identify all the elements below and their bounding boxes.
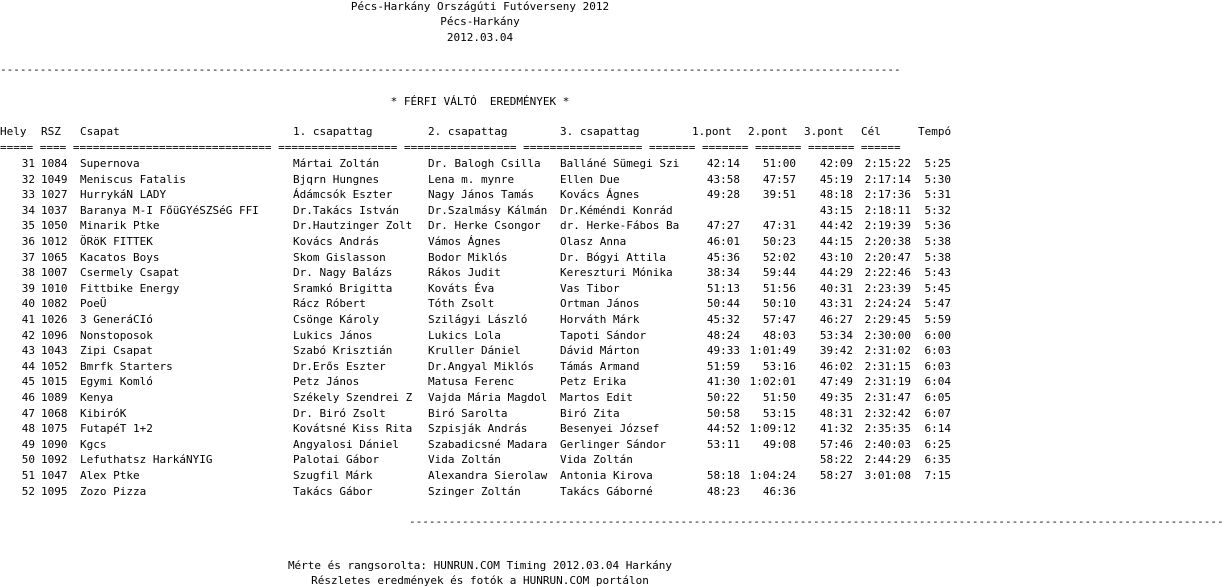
cell-pont-3: 47:49 (819, 375, 853, 388)
table-row (0, 157, 960, 170)
cell-csapattag-2: Rákos Judit (428, 266, 501, 279)
col-header-pont-3: 3.pont (804, 125, 844, 138)
cell-cel: 2:23:39 (864, 282, 911, 295)
cell-hely: 44 (21, 360, 35, 373)
cell-rsz: 1075 (41, 422, 68, 435)
table-row (0, 219, 960, 232)
cell-pont-1: 50:22 (706, 391, 740, 404)
cell-hely: 49 (21, 438, 35, 451)
cell-cel: 2:17:14 (864, 173, 911, 186)
cell-pont-2: 51:00 (762, 157, 796, 170)
cell-pont-2: 57:47 (762, 313, 796, 326)
cell-csapat: Kgcs (80, 438, 107, 451)
cell-rsz: 1047 (41, 469, 68, 482)
col-header-tempo: Tempó (918, 125, 952, 138)
cell-csapattag-3: Tapoti Sándor (560, 329, 647, 342)
cell-csapattag-1: Dr.Takács István (293, 204, 399, 217)
cell-pont-2: 51:56 (762, 282, 796, 295)
col-header-pont-2: 2.pont (748, 125, 788, 138)
cell-csapattag-3: dr. Herke-Fábos Ba (560, 219, 680, 232)
cell-pont-1: 51:13 (706, 282, 740, 295)
cell-csapattag-2: Nagy János Tamás (428, 188, 534, 201)
cell-pont-1: 45:32 (706, 313, 740, 326)
table-row (0, 391, 960, 404)
cell-pont-3: 39:42 (819, 344, 853, 357)
table-row (0, 407, 960, 420)
cell-tempo: 6:35 (924, 453, 951, 466)
cell-csapattag-2: Alexandra Sierolaw (428, 469, 548, 482)
col-header-rsz: RSZ (41, 125, 61, 138)
cell-csapat: Bmrfk Starters (80, 360, 173, 373)
cell-csapattag-1: Dr. Nagy Balázs (293, 266, 393, 279)
cell-csapattag-2: Tóth Zsolt (428, 297, 495, 310)
cell-pont-2: 1:02:01 (749, 375, 796, 388)
cell-csapattag-1: Angyalosi Dániel (293, 438, 399, 451)
cell-csapattag-1: Lukics János (293, 329, 373, 342)
cell-cel: 2:40:03 (864, 438, 911, 451)
cell-pont-1: 46:01 (706, 235, 740, 248)
cell-rsz: 1043 (41, 344, 68, 357)
cell-csapattag-2: Vámos Ágnes (428, 235, 501, 248)
cell-csapattag-1: Kovátsné Kiss Rita (293, 422, 413, 435)
top-separator: ---------------------------------------------------------------------------------------------------------------------------------------- (0, 63, 901, 76)
cell-pont-1: 58:18 (706, 469, 740, 482)
cell-csapattag-3: Balláné Sümegi Szi (560, 157, 680, 170)
cell-tempo: 5:38 (924, 235, 951, 248)
cell-pont-2: 53:16 (762, 360, 796, 373)
cell-csapattag-2: Lena m. mynre (428, 173, 515, 186)
table-row (0, 438, 960, 451)
cell-hely: 40 (21, 297, 35, 310)
cell-csapat: Meniscus Fatalis (80, 173, 186, 186)
event-route: Pécs-Harkány (440, 15, 520, 28)
col-header-csapattag-2: 2. csapattag (428, 125, 508, 138)
cell-csapattag-1: Skom Gislasson (293, 251, 386, 264)
cell-pont-3: 43:10 (819, 251, 853, 264)
cell-cel: 2:30:00 (864, 329, 911, 342)
cell-csapat: Minarik Ptke (80, 219, 160, 232)
cell-csapattag-1: Szabó Krisztián (293, 344, 393, 357)
cell-pont-1: 51:59 (706, 360, 740, 373)
cell-tempo: 6:07 (924, 407, 951, 420)
cell-tempo: 6:03 (924, 344, 951, 357)
cell-cel: 2:15:22 (864, 157, 911, 170)
cell-pont-3: 44:15 (819, 235, 853, 248)
cell-csapattag-2: Szinger Zoltán (428, 485, 521, 498)
cell-hely: 48 (21, 422, 35, 435)
cell-rsz: 1007 (41, 266, 68, 279)
cell-csapattag-1: Rácz Róbert (293, 297, 366, 310)
cell-pont-3: 42:09 (819, 157, 853, 170)
cell-hely: 32 (21, 173, 35, 186)
bottom-separator: --------------------------------------------------------------------------------------------------------------------------- (409, 515, 1224, 528)
cell-csapattag-2: Dr. Balogh Csilla (428, 157, 541, 170)
cell-pont-2: 50:23 (762, 235, 796, 248)
cell-csapattag-2: Biró Sarolta (428, 407, 508, 420)
cell-rsz: 1049 (41, 173, 68, 186)
cell-cel: 2:29:45 (864, 313, 911, 326)
cell-tempo: 5:36 (924, 219, 951, 232)
cell-cel: 2:31:15 (864, 360, 911, 373)
cell-csapattag-3: Vida Zoltán (560, 453, 633, 466)
cell-tempo: 6:00 (924, 329, 951, 342)
cell-cel: 3:01:08 (864, 469, 911, 482)
cell-csapattag-2: Kováts Éva (428, 282, 495, 295)
table-row (0, 313, 960, 326)
table-row (0, 188, 960, 201)
cell-rsz: 1026 (41, 313, 68, 326)
col-header-hely: Hely (0, 125, 27, 138)
cell-rsz: 1089 (41, 391, 68, 404)
col-header-pont-1: 1.pont (692, 125, 732, 138)
cell-cel: 2:35:35 (864, 422, 911, 435)
cell-rsz: 1092 (41, 453, 68, 466)
footer-measured-by: Mérte és rangsorolta: HUNRUN.COM Timing 2012.03.04 Harkány (287, 559, 673, 572)
cell-pont-2: 46:36 (762, 485, 796, 498)
cell-hely: 45 (21, 375, 35, 388)
cell-tempo: 7:15 (924, 469, 951, 482)
cell-csapattag-2: Lukics Lola (428, 329, 501, 342)
cell-pont-3: 46:02 (819, 360, 853, 373)
table-row (0, 266, 960, 279)
cell-pont-2: 49:08 (762, 438, 796, 451)
cell-pont-1: 43:58 (706, 173, 740, 186)
cell-hely: 47 (21, 407, 35, 420)
cell-tempo: 5:38 (924, 251, 951, 264)
cell-pont-1: 42:14 (706, 157, 740, 170)
cell-csapattag-3: Takács Gáborné (560, 485, 653, 498)
cell-csapattag-3: Horváth Márk (560, 313, 640, 326)
cell-csapattag-1: Dr.Erős Eszter (293, 360, 386, 373)
cell-hely: 38 (21, 266, 35, 279)
cell-hely: 41 (21, 313, 35, 326)
cell-cel: 2:19:39 (864, 219, 911, 232)
cell-csapattag-3: Vas Tibor (560, 282, 620, 295)
cell-pont-1: 49:28 (706, 188, 740, 201)
cell-pont-3: 45:19 (819, 173, 853, 186)
cell-pont-3: 43:15 (819, 204, 853, 217)
cell-csapattag-2: Dr.Angyal Miklós (428, 360, 534, 373)
cell-pont-1: 45:36 (706, 251, 740, 264)
cell-csapat: HurrykáN LADY (80, 188, 167, 201)
cell-cel: 2:20:47 (864, 251, 911, 264)
cell-tempo: 5:43 (924, 266, 951, 279)
cell-pont-1: 49:33 (706, 344, 740, 357)
cell-csapat: FutapéT 1+2 (80, 422, 153, 435)
cell-cel: 2:20:38 (864, 235, 911, 248)
cell-csapat: KibiróK (80, 407, 127, 420)
cell-tempo: 5:32 (924, 204, 951, 217)
cell-pont-2: 51:50 (762, 391, 796, 404)
cell-csapattag-1: Sramkó Brigitta (293, 282, 393, 295)
cell-pont-1: 44:52 (706, 422, 740, 435)
cell-pont-1: 48:24 (706, 329, 740, 342)
cell-csapattag-1: Kovács András (293, 235, 380, 248)
cell-pont-3: 53:34 (819, 329, 853, 342)
cell-hely: 33 (21, 188, 35, 201)
cell-cel: 2:44:29 (864, 453, 911, 466)
cell-pont-2: 48:03 (762, 329, 796, 342)
table-row (0, 360, 960, 373)
cell-csapattag-3: Támás Armand (560, 360, 640, 373)
table-row (0, 344, 960, 357)
cell-pont-3: 44:42 (819, 219, 853, 232)
cell-csapattag-1: Palotai Gábor (293, 453, 380, 466)
cell-tempo: 6:05 (924, 391, 951, 404)
cell-pont-3: 40:31 (819, 282, 853, 295)
cell-pont-3: 44:29 (819, 266, 853, 279)
cell-csapattag-1: Székely Szendrei Z (293, 391, 413, 404)
footer-details: Részletes eredmények és fotók a HUNRUN.COM portálon (311, 574, 649, 587)
cell-tempo: 5:30 (924, 173, 951, 186)
table-row (0, 422, 960, 435)
cell-tempo: 5:45 (924, 282, 951, 295)
cell-csapattag-3: Kereszturi Mónika (560, 266, 673, 279)
table-row (0, 485, 960, 498)
table-row (0, 282, 960, 295)
cell-tempo: 6:14 (924, 422, 951, 435)
cell-rsz: 1090 (41, 438, 68, 451)
cell-rsz: 1095 (41, 485, 68, 498)
cell-csapattag-3: Besenyei József (560, 422, 660, 435)
cell-csapat: Nonstoposok (80, 329, 153, 342)
cell-pont-1: 50:58 (706, 407, 740, 420)
cell-rsz: 1027 (41, 188, 68, 201)
cell-csapat: Zozo Pizza (80, 485, 147, 498)
cell-csapattag-1: Csönge Károly (293, 313, 380, 326)
col-header-cel: Cél (861, 125, 881, 138)
cell-csapat: Baranya M-I FőüGYéSZSéG FFI (80, 204, 259, 217)
cell-csapattag-2: Szilágyi László (428, 313, 528, 326)
cell-csapattag-3: Olasz Anna (560, 235, 627, 248)
cell-hely: 51 (21, 469, 35, 482)
cell-csapat: Kenya (80, 391, 114, 404)
cell-pont-3: 46:27 (819, 313, 853, 326)
cell-pont-3: 57:46 (819, 438, 853, 451)
cell-csapattag-3: Dávid Márton (560, 344, 640, 357)
cell-csapat: Zipi Csapat (80, 344, 153, 357)
cell-csapattag-3: Kovács Ágnes (560, 188, 640, 201)
cell-pont-2: 1:09:12 (749, 422, 796, 435)
cell-csapattag-2: Dr. Herke Csongor (428, 219, 541, 232)
cell-hely: 35 (21, 219, 35, 232)
cell-rsz: 1096 (41, 329, 68, 342)
cell-csapat: Egymi Komló (80, 375, 153, 388)
table-row (0, 469, 960, 482)
cell-csapat: Kacatos Boys (80, 251, 160, 264)
section-title: * FÉRFI VÁLTÓ EREDMÉNYEK * (390, 95, 570, 108)
cell-hely: 34 (21, 204, 35, 217)
cell-csapat: PoeÜ (80, 297, 107, 310)
cell-rsz: 1012 (41, 235, 68, 248)
cell-pont-1: 48:23 (706, 485, 740, 498)
cell-pont-2: 47:31 (762, 219, 796, 232)
cell-cel: 2:24:24 (864, 297, 911, 310)
cell-pont-3: 49:35 (819, 391, 853, 404)
cell-csapattag-1: Mártai Zoltán (293, 157, 380, 170)
cell-cel: 2:32:42 (864, 407, 911, 420)
col-header-csapattag-1: 1. csapattag (293, 125, 373, 138)
table-row (0, 204, 960, 217)
cell-csapattag-3: Martos Edit (560, 391, 633, 404)
cell-csapattag-2: Szabadicsné Madara (428, 438, 548, 451)
cell-csapattag-2: Szpisják András (428, 422, 528, 435)
cell-hely: 50 (21, 453, 35, 466)
cell-csapat: Lefuthatsz HarkáNYIG (80, 453, 213, 466)
cell-tempo: 6:25 (924, 438, 951, 451)
cell-csapat: 3 GeneráCIó (80, 313, 153, 326)
cell-csapat: Supernova (80, 157, 140, 170)
cell-pont-2: 1:01:49 (749, 344, 796, 357)
cell-rsz: 1082 (41, 297, 68, 310)
cell-csapattag-3: Ortman János (560, 297, 640, 310)
cell-pont-1: 47:27 (706, 219, 740, 232)
cell-hely: 46 (21, 391, 35, 404)
cell-csapattag-2: Vida Zoltán (428, 453, 501, 466)
cell-csapattag-1: Bjqrn Hungnes (293, 173, 380, 186)
cell-pont-2: 39:51 (762, 188, 796, 201)
table-row (0, 297, 960, 310)
column-underline: ===== ==== ============================== ================== ================= ================== ======= ======= ======= ======= ====== (0, 141, 901, 154)
cell-rsz: 1065 (41, 251, 68, 264)
cell-pont-3: 48:18 (819, 188, 853, 201)
table-row (0, 251, 960, 264)
cell-pont-2: 59:44 (762, 266, 796, 279)
cell-cel: 2:31:47 (864, 391, 911, 404)
column-header-row (0, 125, 960, 138)
cell-csapat: Fittbike Energy (80, 282, 180, 295)
cell-csapat: Csermely Csapat (80, 266, 180, 279)
cell-csapattag-1: Ádámcsók Eszter (293, 188, 393, 201)
cell-csapattag-1: Szugfil Márk (293, 469, 373, 482)
cell-csapat: Alex Ptke (80, 469, 140, 482)
cell-csapattag-3: Dr. Bógyi Attila (560, 251, 666, 264)
cell-pont-1: 50:44 (706, 297, 740, 310)
cell-csapattag-3: Gerlinger Sándor (560, 438, 666, 451)
cell-hely: 42 (21, 329, 35, 342)
col-header-csapattag-3: 3. csapattag (560, 125, 640, 138)
table-row (0, 235, 960, 248)
cell-tempo: 5:47 (924, 297, 951, 310)
cell-hely: 39 (21, 282, 35, 295)
cell-pont-2: 50:10 (762, 297, 796, 310)
cell-cel: 2:31:02 (864, 344, 911, 357)
cell-tempo: 6:03 (924, 360, 951, 373)
cell-pont-1: 38:34 (706, 266, 740, 279)
cell-hely: 37 (21, 251, 35, 264)
cell-pont-3: 43:31 (819, 297, 853, 310)
cell-csapattag-3: Dr.Kéméndi Konrád (560, 204, 673, 217)
cell-csapattag-3: Ellen Due (560, 173, 620, 186)
cell-hely: 36 (21, 235, 35, 248)
table-row (0, 375, 960, 388)
cell-rsz: 1037 (41, 204, 68, 217)
cell-cel: 2:31:19 (864, 375, 911, 388)
cell-pont-2: 47:57 (762, 173, 796, 186)
table-row (0, 173, 960, 186)
cell-rsz: 1084 (41, 157, 68, 170)
cell-pont-2: 53:15 (762, 407, 796, 420)
cell-csapattag-1: Petz János (293, 375, 360, 388)
cell-pont-3: 48:31 (819, 407, 853, 420)
cell-pont-3: 58:27 (819, 469, 853, 482)
cell-csapattag-2: Vajda Mária Magdol (428, 391, 548, 404)
cell-hely: 31 (21, 157, 35, 170)
cell-tempo: 5:31 (924, 188, 951, 201)
table-row (0, 453, 960, 466)
col-header-csapat: Csapat (80, 125, 120, 138)
cell-rsz: 1068 (41, 407, 68, 420)
cell-csapattag-3: Biró Zita (560, 407, 620, 420)
cell-pont-1: 53:11 (706, 438, 740, 451)
table-row (0, 329, 960, 342)
cell-csapattag-3: Petz Erika (560, 375, 627, 388)
cell-tempo: 6:04 (924, 375, 951, 388)
cell-csapattag-1: Dr. Biró Zsolt (293, 407, 386, 420)
cell-rsz: 1010 (41, 282, 68, 295)
cell-csapattag-2: Matusa Ferenc (428, 375, 515, 388)
cell-pont-3: 58:22 (819, 453, 853, 466)
cell-rsz: 1050 (41, 219, 68, 232)
event-date: 2012.03.04 (446, 31, 514, 44)
cell-cel: 2:22:46 (864, 266, 911, 279)
cell-csapattag-3: Antonia Kirova (560, 469, 653, 482)
cell-csapattag-1: Dr.Hautzinger Zolt (293, 219, 413, 232)
cell-csapattag-2: Bodor Miklós (428, 251, 508, 264)
cell-pont-3: 41:32 (819, 422, 853, 435)
cell-csapat: ÖRöK FITTEK (80, 235, 153, 248)
event-title: Pécs-Harkány Országúti Futóverseny 2012 (350, 0, 610, 13)
cell-hely: 43 (21, 344, 35, 357)
cell-tempo: 5:25 (924, 157, 951, 170)
cell-csapattag-2: Kruller Dániel (428, 344, 521, 357)
cell-cel: 2:17:36 (864, 188, 911, 201)
cell-rsz: 1015 (41, 375, 68, 388)
cell-pont-2: 1:04:24 (749, 469, 796, 482)
cell-pont-1: 41:30 (706, 375, 740, 388)
cell-rsz: 1052 (41, 360, 68, 373)
cell-csapattag-2: Dr.Szalmásy Kálmán (428, 204, 548, 217)
cell-pont-2: 52:02 (762, 251, 796, 264)
cell-csapattag-1: Takács Gábor (293, 485, 373, 498)
cell-hely: 52 (21, 485, 35, 498)
cell-tempo: 5:59 (924, 313, 951, 326)
cell-cel: 2:18:11 (864, 204, 911, 217)
